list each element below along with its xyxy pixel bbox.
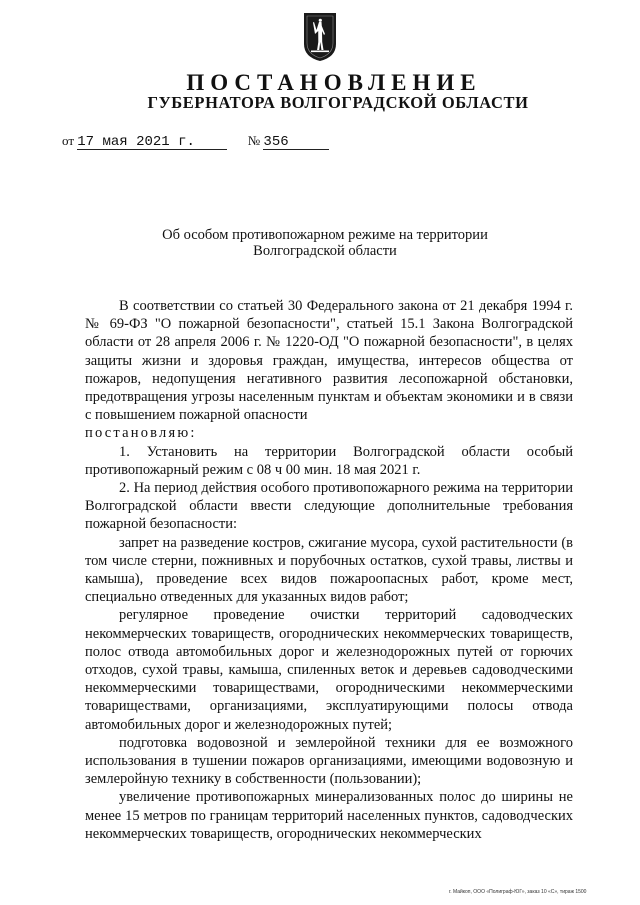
clause-2-paragraph: 2. На период действия особого противопожарного режима на территории Волгоградской области ввести следующие дополнительные требования пожарной безопасности: <box>85 480 573 533</box>
document-body <box>85 297 573 843</box>
document-type-heading: ПОСТАНОВЛЕНИЕ <box>186 70 482 95</box>
document-number: 356 <box>263 134 289 150</box>
document-title <box>0 227 640 259</box>
title-line-2: Волгоградской области <box>253 243 397 259</box>
coat-of-arms-icon <box>303 12 337 62</box>
clause-1-paragraph: 1. Установить на территории Волгоградской области особый противопожарный режим с 08 ч 00 мин. 18 мая 2021 г. <box>85 443 573 478</box>
resolution-word: постановляю: <box>85 425 197 442</box>
date-number-line <box>62 132 329 150</box>
requirement-firebreak-paragraph: увеличение противопожарных минерализованных полос до ширины не менее 15 метров по границам территорий населенных пунктов, садоводческих некоммерческих товариществ, огороднических некоммерческих <box>85 789 573 842</box>
date-prefix-label: от <box>62 133 75 148</box>
requirement-fire-ban-paragraph: запрет на разведение костров, сжигание мусора, сухой растительности (в том числе стерни, пожнивных и порубочных остатков, сухой травы, листвы и камыша), проведение всех видов пожароопасных работ, кроме мест, специально отведенных для указанных видов работ; <box>85 534 573 606</box>
number-label: № <box>247 133 261 148</box>
print-note: г. Майкоп, ООО «Полиграф-ЮГ», заказ 10 «С», тираж 1500 <box>449 889 587 895</box>
requirement-cleanup-paragraph: регулярное проведение очистки территорий садоводческих некоммерческих товариществ, огороднических некоммерческих товариществ, полос отвода автомобильных дорог и железнодорожных путей от горючих отходов, сухой травы, камыша, спиленных веток и деревьев садоводческими некоммерческими товариществами, огородническими некоммерческими товариществами, организациями, эксплуатирующими полосы отвода автомобильных дорог и железнодорожных путей; <box>85 607 573 733</box>
issuer-heading: ГУБЕРНАТОРА ВОЛГОГРАДСКОЙ ОБЛАСТИ <box>147 93 529 112</box>
preamble-paragraph: В соответствии со статьей 30 Федерального закона от 21 декабря 1994 г. № 69-ФЗ "О пожарной безопасности", статьей 15.1 Закона Волгоградской области от 28 апреля 2006 г. № 1220-ОД "О пожарной безопасности", в целях защиты жизни и здоровья граждан, имущества, интересов общества от пожаров, недопущения негативного развития лесопожарной обстановки, предотвращения угрозы населенным пунктам и объектам экономики и в связи с повышением пожарной опасности <box>85 298 573 424</box>
document-date: 17 мая 2021 г. <box>77 134 195 150</box>
title-line-1: Об особом противопожарном режиме на территории <box>162 227 488 243</box>
requirement-equipment-paragraph: подготовка водовозной и землеройной техники для ее возможного использования в тушении пожаров организациями, имеющими водовозную и землеройную технику в собственности (пользовании); <box>85 734 573 788</box>
